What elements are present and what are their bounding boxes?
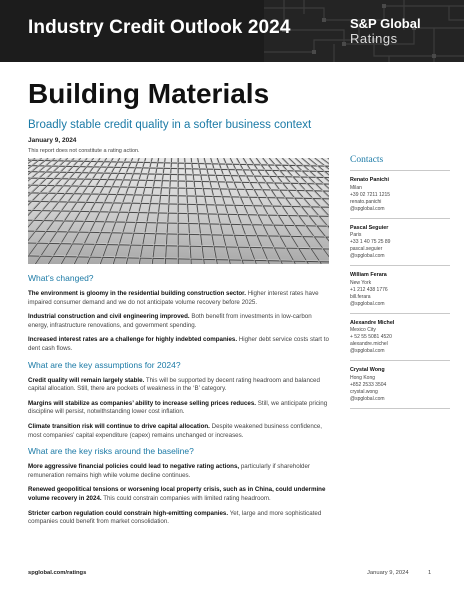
paragraph-text: This will be supported by decent rating headroom and balanced capital allocation. Still, there are pockets of weakness in the ‘B’ category. <box>28 376 320 393</box>
contact-phone[interactable]: +33 1 40 75 25 89 <box>350 239 391 245</box>
paragraph <box>28 463 329 480</box>
paragraph <box>28 336 329 353</box>
paragraph-lead: Industrial construction and civil engineering improved. <box>28 313 190 321</box>
paragraph-text: Both benefit from investments in low-carbon energy, infrastructure renovations, and government spending. <box>28 313 312 329</box>
contact-city: Hong Kong <box>350 374 376 381</box>
report-date: January 9, 2024 <box>28 137 77 144</box>
paragraph-lead: The environment is gloomy in the residential building construction sector. <box>28 290 246 297</box>
paragraph-text: Higher debt service costs start to dent cash flows. <box>28 336 329 352</box>
paragraph-lead: Renewed geopolitical tensions or worsening local property crisis, such as in China, could undermine volume recovery in 2024. <box>28 486 326 502</box>
paragraph <box>28 486 329 503</box>
paragraph <box>28 290 329 307</box>
contact-email-user[interactable]: renato.panichi <box>350 198 382 205</box>
contact-name: Crystal Wong <box>350 367 385 373</box>
section-key-assumptions <box>28 360 329 441</box>
paragraph-text: This could constrain companies with limited rating headroom. <box>101 494 271 502</box>
paragraph <box>28 423 329 440</box>
contact-card <box>350 272 450 314</box>
section-heading: What are the key risks around the baseline? <box>28 446 194 457</box>
contact-city: Milan <box>350 184 362 191</box>
contact-name: Renato Panichi <box>350 177 389 183</box>
contact-card <box>350 320 450 362</box>
paragraph-lead: Climate transition risk will continue to drive capital allocation. <box>28 422 210 430</box>
contact-email-user[interactable]: alexandre.michel <box>350 341 388 347</box>
contact-card <box>350 367 450 409</box>
section-heading: What’s changed? <box>28 273 94 283</box>
wire-mesh-photo <box>28 158 329 264</box>
wire-mesh-image <box>28 158 329 264</box>
brand-logo <box>350 16 421 46</box>
contact-card <box>350 225 450 267</box>
contact-email-user[interactable]: crystal.wong <box>350 388 378 395</box>
paragraph <box>28 377 329 394</box>
contact-email-domain[interactable]: @spglobal.com <box>350 395 385 402</box>
page-number: 1 <box>428 570 432 576</box>
contact-phone[interactable]: +852 2533 3504 <box>350 381 387 388</box>
page-title: Building Materials <box>28 78 270 109</box>
contact-phone[interactable]: +39 02 7211 1215 <box>350 191 391 198</box>
contact-city: Paris <box>350 232 362 238</box>
contact-phone[interactable]: +1 212 438 1776 <box>350 286 388 293</box>
report-series-title: Industry Credit Outlook 2024 <box>28 17 291 38</box>
paragraph-lead: Stricter carbon regulation could constrain high-emitting companies. <box>28 509 229 517</box>
contact-phone[interactable]: + 52 55 5081 4520 <box>350 334 392 340</box>
section-key-risks <box>28 446 329 527</box>
section-whats-changed <box>28 273 329 354</box>
rating-disclaimer: This report does not constitute a rating action. <box>28 148 140 154</box>
brand-name: S&P Global <box>350 16 421 31</box>
contact-email-user[interactable]: pascal.seguier <box>350 246 383 252</box>
contacts-sidebar <box>350 155 450 415</box>
contact-email-domain[interactable]: @spglobal.com <box>350 253 385 259</box>
contact-name: Pascal Seguier <box>350 224 389 231</box>
contact-name: Alexandre Michel <box>350 319 395 326</box>
contact-city: New York <box>350 279 372 286</box>
paragraph-text: Despite weakened business confidence, most companies’ capital expenditure (capex) remains unchanged or increases. <box>28 422 323 439</box>
paragraph-lead: More aggressive financial policies could lead to negative rating actions, <box>28 463 240 471</box>
paragraph-text: particularly if shareholder remuneration remains high while volume decline continues. <box>28 463 310 479</box>
page-subtitle: Broadly stable credit quality in a softer business context <box>28 119 312 131</box>
brand-division: Ratings <box>350 31 398 46</box>
contact-name: William Ferara <box>350 272 387 278</box>
contact-city: Mexico City <box>350 327 376 333</box>
contact-card <box>350 177 450 219</box>
paragraph-lead: Margins will stabilize as companies’ ability to increase selling prices reduces. <box>28 399 256 407</box>
contact-email-user[interactable]: bill.ferara <box>350 293 371 300</box>
footer-date: January 9, 2024 <box>367 570 409 576</box>
header-banner <box>0 0 464 62</box>
paragraph-text: Yet, large and more sophisticated companies could benefit from market consolidation. <box>28 509 322 526</box>
footer-url-link[interactable]: spglobal.com/ratings <box>28 570 87 576</box>
paragraph <box>28 313 329 330</box>
paragraph <box>28 510 329 527</box>
paragraph-lead: Credit quality will remain largely stable. <box>28 376 145 384</box>
contact-email-domain[interactable]: @spglobal.com <box>350 348 385 354</box>
contacts-heading: Contacts <box>350 155 450 171</box>
paragraph <box>28 400 329 417</box>
main-content <box>28 273 329 533</box>
paragraph-text: Higher interest rates have impaired consumer demand and we do not anticipate volume recovery before 2025. <box>28 290 319 306</box>
contact-email-domain[interactable]: @spglobal.com <box>350 205 385 212</box>
section-heading: What are the key assumptions for 2024? <box>28 359 181 370</box>
contact-email-domain[interactable]: @spglobal.com <box>350 300 385 307</box>
paragraph-text: Still, we anticipate pricing discipline will persist, notwithstanding lower cost inflation. <box>28 399 328 416</box>
paragraph-lead: Increased interest rates are a challenge for highly indebted companies. <box>28 336 238 344</box>
